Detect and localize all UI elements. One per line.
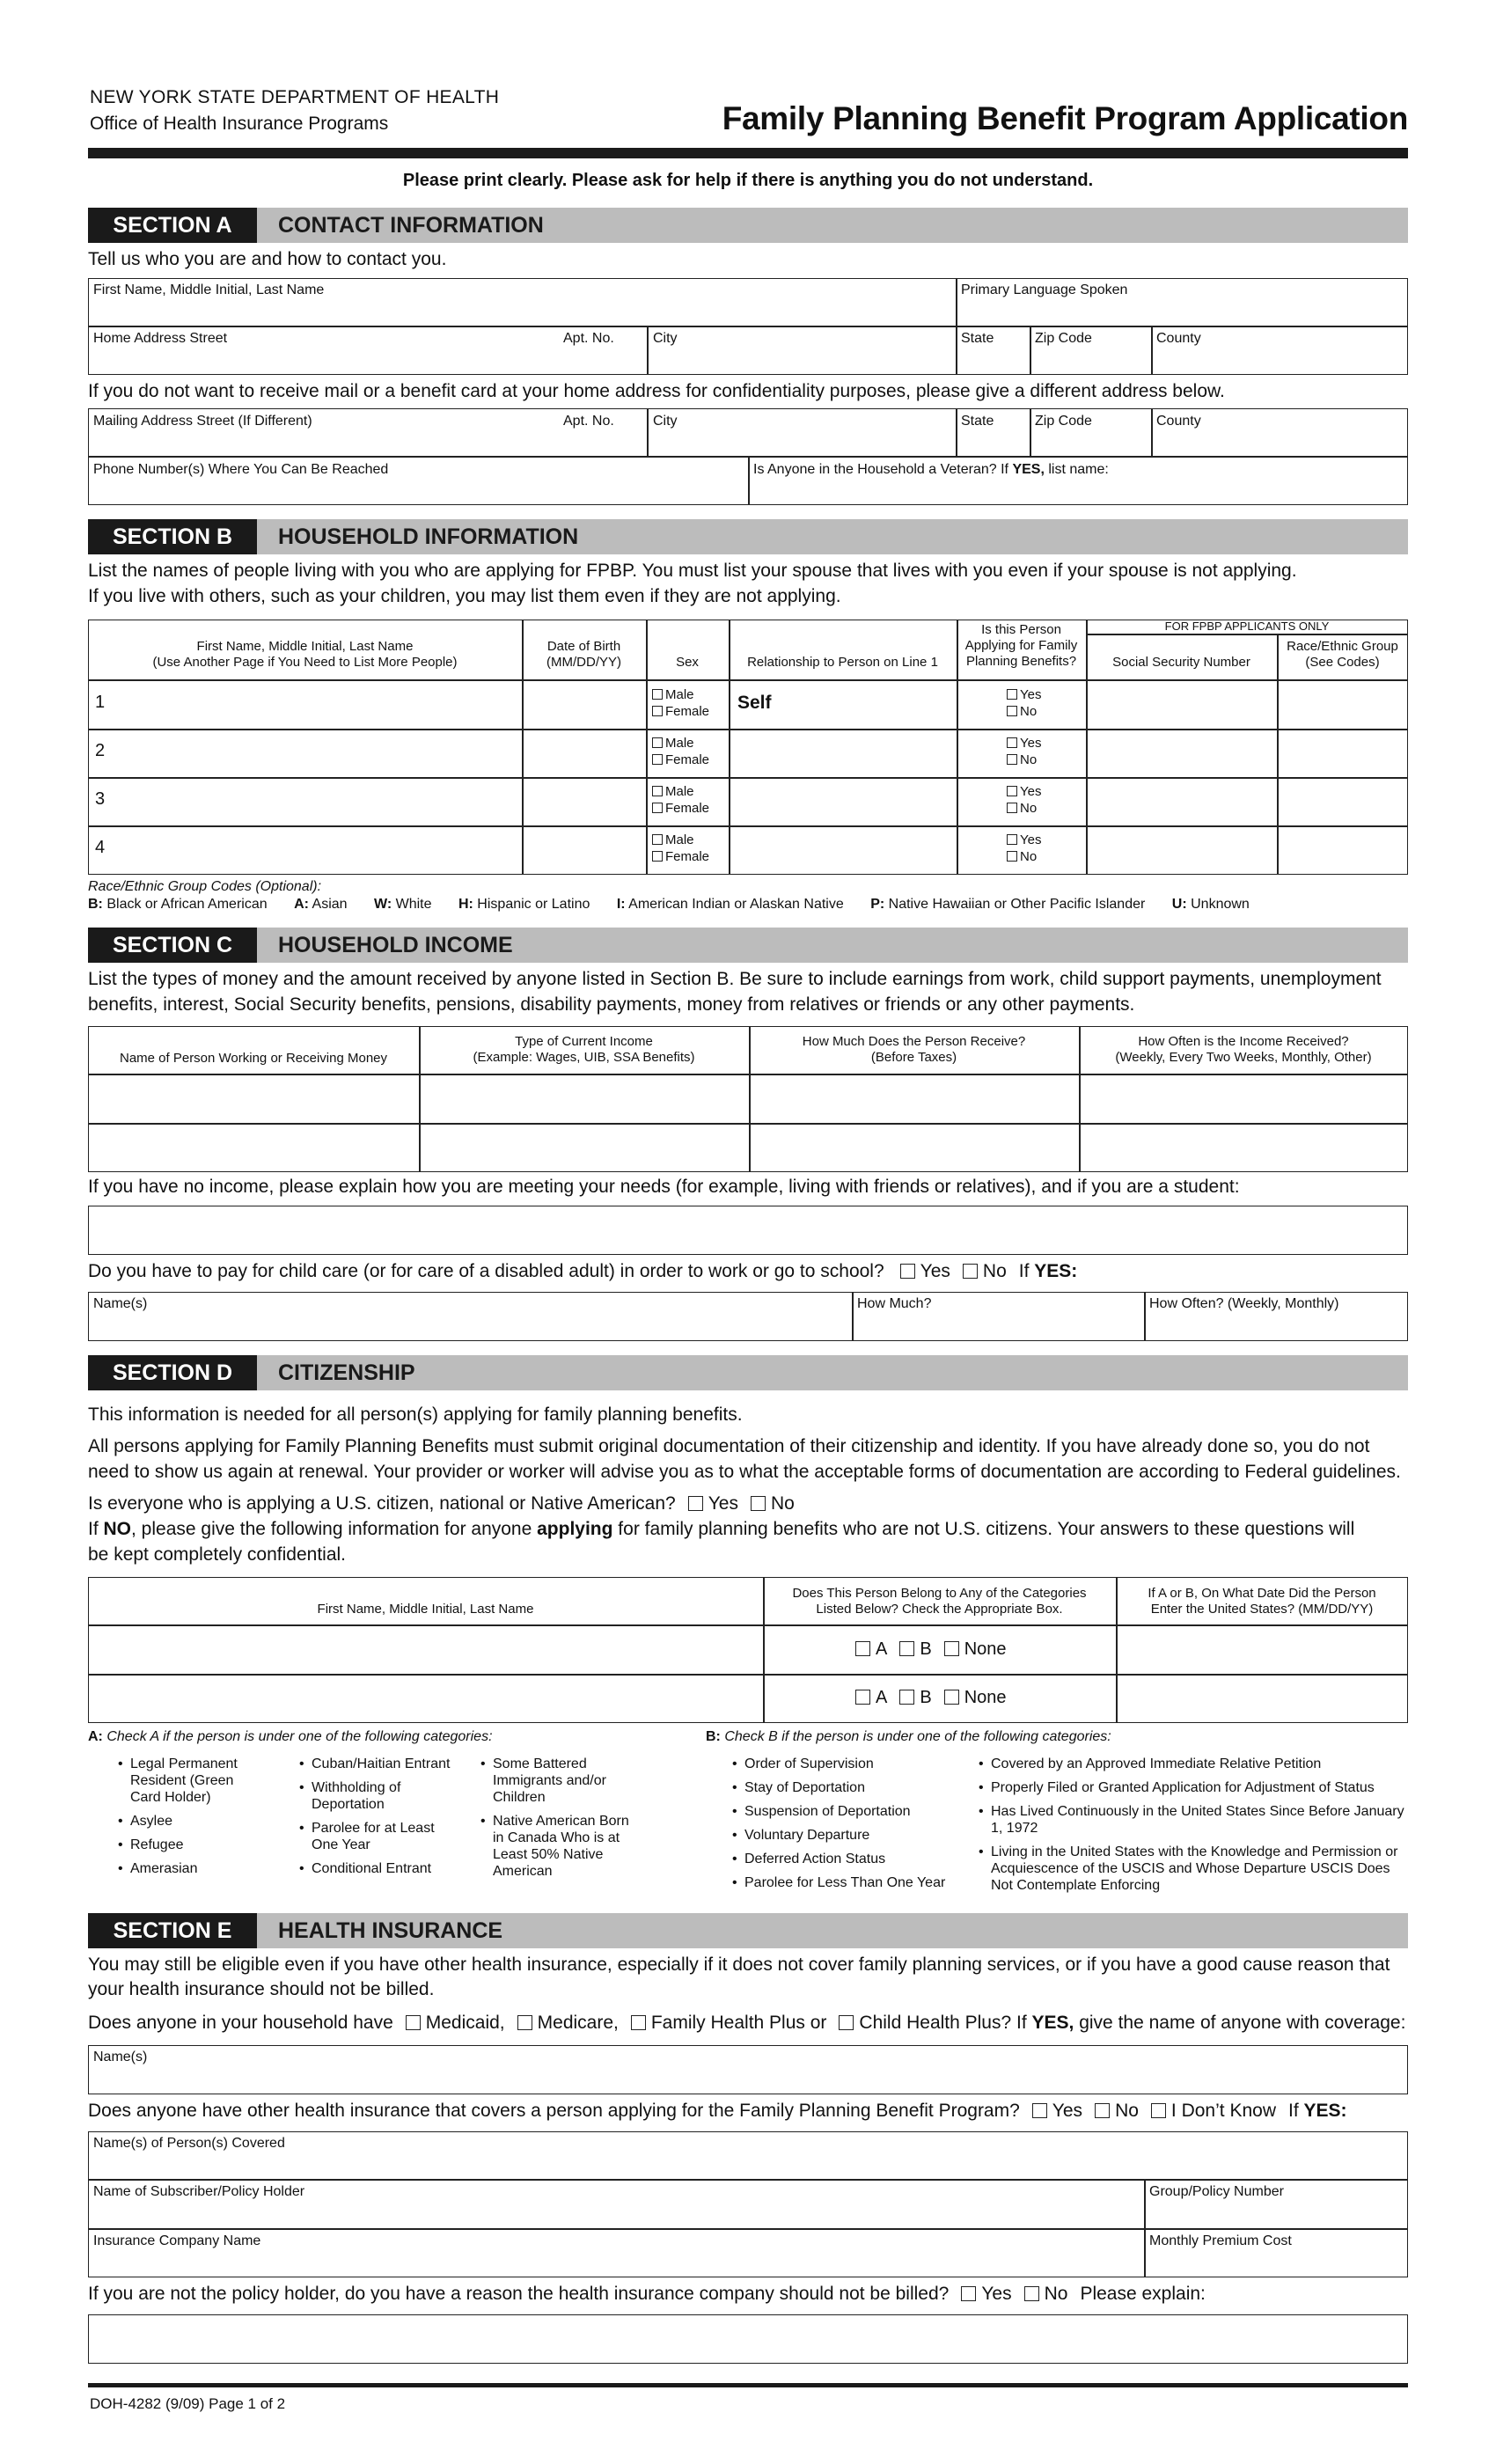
childcare-no-checkbox[interactable]: No [963,1261,1007,1281]
sex-female-checkbox[interactable]: Female [652,849,709,865]
field-apt[interactable]: Apt. No. [563,331,614,346]
sex-male-checkbox[interactable]: Male [652,687,694,703]
section-b-intro-2: If you live with others, such as your children, you may list them even if they are not applying. [88,586,841,606]
category-b-checkbox[interactable]: B [899,1688,931,1707]
col-applying: Is this Person Applying for Family Planning Benefits? [964,622,1078,669]
section-label: SECTION B [88,519,257,554]
field-subscriber[interactable]: Name of Subscriber/Policy Holder [93,2184,305,2199]
field-childcare-frequency[interactable]: How Often? (Weekly, Monthly) [1149,1296,1339,1311]
section-a-intro: Tell us who you are and how to contact you. [88,249,447,269]
field-group-number[interactable]: Group/Policy Number [1149,2184,1284,2199]
section-c-intro-2: benefits, interest, Social Security benefits, pensions, disability payments, money from relatives or friends or any other payments. [88,994,1135,1015]
field-state[interactable]: State [961,331,994,346]
section-d-p1: This information is needed for all person(s) applying for family planning benefits. [88,1404,743,1425]
field-mailing-state[interactable]: State [961,414,994,429]
row-number: 3 [95,789,106,809]
section-name: HOUSEHOLD INCOME [278,933,513,957]
billing-explain-field[interactable] [88,2314,1408,2364]
col-fpbp-only: FOR FPBP APPLICANTS ONLY [1164,620,1330,633]
field-childcare-amount[interactable]: How Much? [857,1296,932,1311]
confidentiality-note: If you do not want to receive mail or a benefit card at your home address for confidentiality purposes, please give a different address below. [88,381,1225,401]
section-e-header [88,1913,1408,1948]
col-name: First Name, Middle Initial, Last Name (Use Another Page if You Need to List More People) [152,639,458,670]
row-number: 4 [95,838,106,857]
field-childcare-names[interactable]: Name(s) [93,1296,148,1311]
category-a-checkbox[interactable]: A [855,1688,887,1707]
race-codes: B: Black or African American A: Asian W: White H: Hispanic or Latino I: American Indian or Alaskan Native P: Native Hawaiian or Other Pacific Islander U: Unknown [88,897,1250,912]
applying-yes-checkbox[interactable]: Yes [1007,784,1041,800]
section-e-p1b: your health insurance should not be billed. [88,1979,435,1999]
sex-male-checkbox[interactable]: Male [652,736,694,752]
section-name: CONTACT INFORMATION [278,213,544,238]
sex-female-checkbox[interactable]: Female [652,801,709,817]
field-mailing-street[interactable]: Mailing Address Street (If Different) [93,414,312,429]
category-a-list-1: • Legal Permanent Resident (Green Card Holder) • Asylee • Refugee • Amerasian [118,1756,268,1884]
field-name[interactable]: First Name, Middle Initial, Last Name [93,282,325,297]
col-categories: Does This Person Belong to Any of the Categories Listed Below? Check the Appropriate Box. [792,1586,1087,1617]
category-options [855,1685,1019,1711]
coverage-question: Does anyone in your household have Medicaid, Medicare, Family Health Plus or Child Health Plus? If YES, give the name of anyone with coverage: [88,2013,1406,2033]
section-e-p1a: You may still be eligible even if you have other health insurance, especially if it does not cover family planning services, or if you have a good cause reason that [88,1954,1390,1975]
section-d-header [88,1355,1408,1390]
other-insurance-dont-know-checkbox[interactable]: I Don’t Know [1151,2101,1276,2121]
race-codes-title: Race/Ethnic Group Codes (Optional): [88,879,322,894]
row-number: 1 [95,693,106,712]
category-a-list-3: • Some Battered Immigrants and/or Children • Native American Born in Canada Who is at Least 50% Native American [480,1756,639,1887]
other-insurance-no-checkbox[interactable]: No [1095,2101,1139,2121]
citizen-if-no-line2: be kept completely confidential. [88,1544,347,1565]
family-health-plus-checkbox[interactable]: Family Health Plus or [631,2013,827,2033]
billing-no-checkbox[interactable]: No [1024,2284,1068,2304]
billing-question: If you are not the policy holder, do you have a reason the health insurance company should not be billed? Yes No Please explain: [88,2284,1206,2304]
section-a-header [88,208,1408,243]
col-income-amount: How Much Does the Person Receive? (Before Taxes) [802,1034,1026,1065]
field-monthly-premium[interactable]: Monthly Premium Cost [1149,2233,1292,2248]
agency-name: NEW YORK STATE DEPARTMENT OF HEALTH [90,87,500,107]
childcare-yes-checkbox[interactable]: Yes [900,1261,950,1281]
form-number: DOH-4282 (9/09) Page 1 of 2 [90,2395,286,2412]
sex-female-checkbox[interactable]: Female [652,752,709,768]
field-mailing-city[interactable]: City [653,414,678,429]
relationship-value: Self [737,693,772,713]
section-name: HOUSEHOLD INFORMATION [278,524,579,549]
field-phone[interactable]: Phone Number(s) Where You Can Be Reached [93,462,389,477]
field-city[interactable]: City [653,331,678,346]
applying-yes-checkbox[interactable]: Yes [1007,832,1041,848]
col-income-person: Name of Person Working or Receiving Money [119,1051,388,1066]
category-a-list-2: • Cuban/Haitian Entrant • Withholding of Deportation • Parolee for at Least One Year • Conditional Entrant [299,1756,458,1884]
category-a-heading: A: Check A if the person is under one of the following categories: [88,1729,493,1744]
office-name: Office of Health Insurance Programs [90,114,389,134]
section-b-header [88,519,1408,554]
no-income-field[interactable] [88,1206,1408,1255]
field-mailing-county[interactable]: County [1156,414,1201,429]
citizen-if-no: If NO, please give the following information for anyone applying for family planning benefits who are not U.S. citizens. Your answers to these questions will [88,1519,1355,1539]
field-mailing-apt[interactable]: Apt. No. [563,414,614,429]
col-relationship: Relationship to Person on Line 1 [747,655,938,670]
section-b-intro-1: List the names of people living with you who are applying for FPBP. You must list your spouse that lives with you even if your spouse is not applying. [88,561,1297,581]
field-veteran[interactable]: Is Anyone in the Household a Veteran? If YES, list name: [753,462,1109,477]
field-county[interactable]: County [1156,331,1201,346]
field-insurance-company[interactable]: Insurance Company Name [93,2233,261,2248]
section-label: SECTION C [88,928,257,963]
category-a-checkbox[interactable]: A [855,1639,887,1659]
col-income-type: Type of Current Income (Example: Wages, UIB, SSA Benefits) [473,1034,695,1065]
citizen-yes-checkbox[interactable]: Yes [688,1493,738,1514]
applying-yes-checkbox[interactable]: Yes [1007,736,1041,752]
field-home-street[interactable]: Home Address Street [93,331,228,346]
applying-no-checkbox[interactable]: No [1007,752,1037,768]
citizen-question: Is everyone who is applying a U.S. citizen, national or Native American? Yes No [88,1493,795,1514]
other-insurance-yes-checkbox[interactable]: Yes [1032,2101,1082,2121]
category-options [855,1637,1019,1662]
category-none-checkbox[interactable]: None [944,1639,1007,1659]
section-c-header [88,928,1408,963]
section-name: CITIZENSHIP [278,1360,415,1385]
section-label: SECTION D [88,1355,257,1390]
other-insurance-question: Does anyone have other health insurance that covers a person applying for the Family Planning Benefit Program? Yes No I Don’t Know If YES: [88,2101,1347,2121]
applying-yes-checkbox[interactable]: Yes [1007,687,1041,703]
col-ssn: Social Security Number [1112,655,1250,670]
field-language[interactable]: Primary Language Spoken [961,282,1128,297]
sex-male-checkbox[interactable]: Male [652,784,694,800]
coverage-names-box [88,2045,1408,2094]
col-income-frequency: How Often is the Income Received? (Weekly, Every Two Weeks, Monthly, Other) [1115,1034,1372,1065]
applying-no-checkbox[interactable]: No [1007,801,1037,817]
applying-no-checkbox[interactable]: No [1007,849,1037,865]
footer-rule [88,2383,1408,2387]
citizen-no-checkbox[interactable]: No [751,1493,795,1514]
category-b-list-1: • Order of Supervision • Stay of Deportation • Suspension of Deportation • Voluntary Departure • Deferred Action Status • Parolee for Less Than One Year [732,1756,979,1898]
section-d-p2a: All persons applying for Family Planning Benefits must submit original documentation of their citizenship and identity. If you have already done so, you do not [88,1436,1370,1456]
section-label: SECTION A [88,208,257,243]
field-coverage-names[interactable]: Name(s) [93,2050,148,2064]
childcare-question: Do you have to pay for child care (or for care of a disabled adult) in order to work or go to school? Yes No If YES: [88,1261,1078,1281]
field-zip[interactable]: Zip Code [1035,331,1092,346]
no-income-question: If you have no income, please explain how you are meeting your needs (for example, living with friends or relatives), and if you are a student: [88,1177,1240,1197]
col-dob: Date of Birth (MM/DD/YY) [546,639,621,670]
col-race: Race/Ethnic Group (See Codes) [1287,639,1398,670]
col-entry-date: If A or B, On What Date Did the Person Enter the United States? (MM/DD/YY) [1148,1586,1376,1617]
header-rule [88,148,1408,158]
section-name: HEALTH INSURANCE [278,1918,503,1943]
section-label: SECTION E [88,1913,257,1948]
sex-male-checkbox[interactable]: Male [652,832,694,848]
category-b-checkbox[interactable]: B [899,1639,931,1659]
medicaid-checkbox[interactable]: Medicaid, [406,2013,505,2033]
medicare-checkbox[interactable]: Medicare, [517,2013,619,2033]
category-b-list-2: • Covered by an Approved Immediate Relative Petition • Properly Filed or Granted Application for Adjustment of Status • Has Lived Continuously in the United States Since Before January 1, 1972 • Living in the United States with the Knowledge and Permission or Acquiescence of the USCIS and Whose Departure USCIS Does Not Contemplate Enforcing [979,1756,1408,1901]
category-b-heading: B: Check B if the person is under one of the following categories: [706,1729,1111,1744]
row-number: 2 [95,741,106,760]
instructions: Please print clearly. Please ask for help if there is anything you do not understand. [402,171,1094,190]
billing-yes-checkbox[interactable]: Yes [961,2284,1011,2304]
section-d-p2b: need to show us again at renewal. Your provider or worker will advise you as to what the acceptable forms of documentation are according to Federal guidelines. [88,1462,1401,1482]
col-citizen-name: First Name, Middle Initial, Last Name [317,1602,534,1617]
category-none-checkbox[interactable]: None [944,1688,1007,1707]
sex-female-checkbox[interactable]: Female [652,704,709,720]
field-persons-covered[interactable]: Name(s) of Person(s) Covered [93,2136,285,2151]
child-health-plus-checkbox[interactable]: Child Health Plus? If [839,2013,1031,2033]
insurance-box [88,2131,1408,2277]
form-title: Family Planning Benefit Program Application [722,100,1408,136]
col-sex: Sex [676,655,699,670]
application-page [88,0,1408,2464]
section-c-intro-1: List the types of money and the amount received by anyone listed in Section B. Be sure to include earnings from work, child support payments, unemployment [88,969,1382,989]
applying-no-checkbox[interactable]: No [1007,704,1037,720]
field-mailing-zip[interactable]: Zip Code [1035,414,1092,429]
